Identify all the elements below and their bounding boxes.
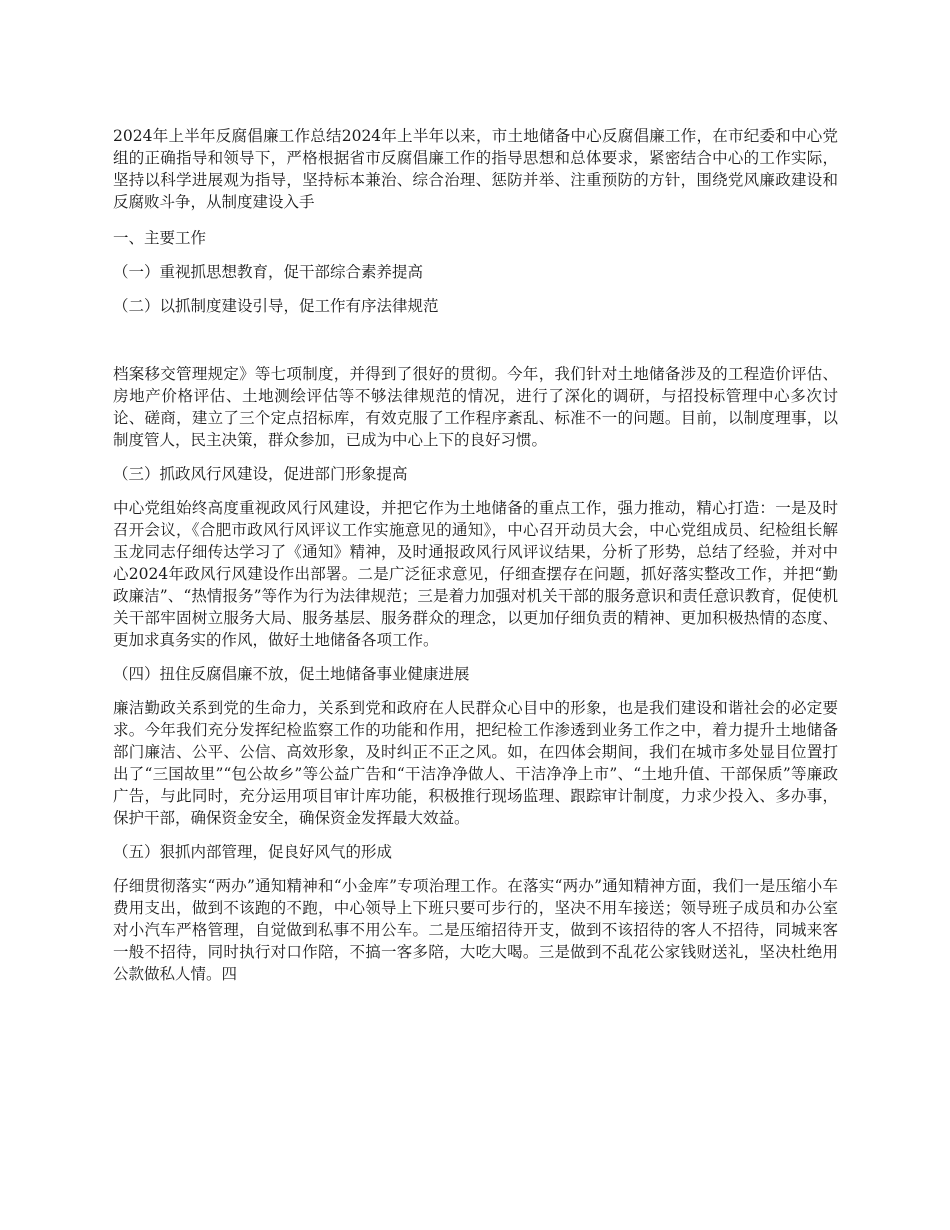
subsection-heading-5: （五）狠抓内部管理，促良好风气的形成: [113, 843, 393, 861]
subsection-heading-2: （二）以抓制度建设引导，促工作有序法律规范: [113, 297, 439, 315]
section-heading-main-work: 一、主要工作: [113, 229, 207, 247]
subsection-heading-3: （三）抓政风行风建设，促进部门形象提高: [113, 465, 408, 483]
subsection-body-4: 廉洁勤政关系到党的生命力，关系到党和政府在人民群众心目中的形象，也是我们建设和谐社会的必定要求。今年我们充分发挥纪检监察工作的功能和作用，把纪检工作渗透到业务工作之中，着力提升土地储备部门廉洁、公平、公信、高效形象，及时纠正不正之风。如，在四体会期间，我们在城市多处显目位置打出了“三国故里”“包公故乡”等公益广告和“干洁净净做人、干洁净净上市”、“土地升值、干部保质”等廉政广告，与此同时，充分运用项目审计库功能，积极推行现场监理、跟踪审计制度，力求少投入、多办事，保护干部，确保资金安全，确保资金发挥最大效益。: [113, 699, 838, 827]
subsection-body-3: 中心党组始终高度重视政风行风建设，并把它作为土地储备的重点工作，强力推动，精心打造：一是及时召开会议，《合肥市政风行风评议工作实施意见的通知》，中心召开动员大会，中心党组成员、纪检组长解玉龙同志仔细传达学习了《通知》精神，及时通报政风行风评议结果，分析了形势，总结了经验，并对中心2024年政风行风建设作出部署。二是广泛征求意见，仔细查摆存在问题，抓好落实整改工作，并把“勤政廉洁”、“热情报务”等作为行为法律规范；三是着力加强对机关干部的服务意识和责任意识教育，促使机关干部牢固树立服务大局、服务基层、服务群众的理念，以更加仔细负责的精神、更加积极热情的态度、更加求真务实的作风，做好土地储备各项工作。: [113, 499, 838, 649]
intro-paragraph: 2024年上半年反腐倡廉工作总结2024年上半年以来，市土地储备中心反腐倡廉工作，在市纪委和中心党组的正确指导和领导下，严格根据省市反腐倡廉工作的指导思想和总体要求，紧密结合中心的工作实际，坚持以科学进展观为指导，坚持标本兼治、综合治理、惩防并举、注重预防的方针，围绕党风廉政建设和反腐败斗争，从制度建设入手: [113, 127, 838, 211]
subsection-body-2: 档案移交管理规定》等七项制度，并得到了很好的贯彻。今年，我们针对土地储备涉及的工程造价评估、房地产价格评估、土地测绘评估等不够法律规范的情况，进行了深化的调研，与招投标管理中心多次讨论、磋商，建立了三个定点招标库，有效克服了工作程序紊乱、标准不一的问题。目前，以制度理事，以制度管人，民主决策，群众参加，已成为中心上下的良好习惯。: [113, 365, 838, 449]
subsection-body-5: 仔细贯彻落实“两办”通知精神和“小金库”专项治理工作。在落实“两办”通知精神方面，我们一是压缩小车费用支出，做到不该跑的不跑，中心领导上下班只要可步行的，坚决不用车接送；领导班子成员和办公室对小汽车严格管理，自觉做到私事不用公车。二是压缩招待开支，做到不该招待的客人不招待，同城来客一般不招待，同时执行对口作陪，不搞一客多陪，大吃大喝。三是做到不乱花公家钱财送礼，坚决杜绝用公款做私人情。四: [113, 877, 838, 983]
subsection-heading-4: （四）扭住反腐倡廉不放，促土地储备事业健康进展: [113, 665, 470, 683]
subsection-heading-1: （一）重视抓思想教育，促干部综合素养提高: [113, 263, 424, 281]
